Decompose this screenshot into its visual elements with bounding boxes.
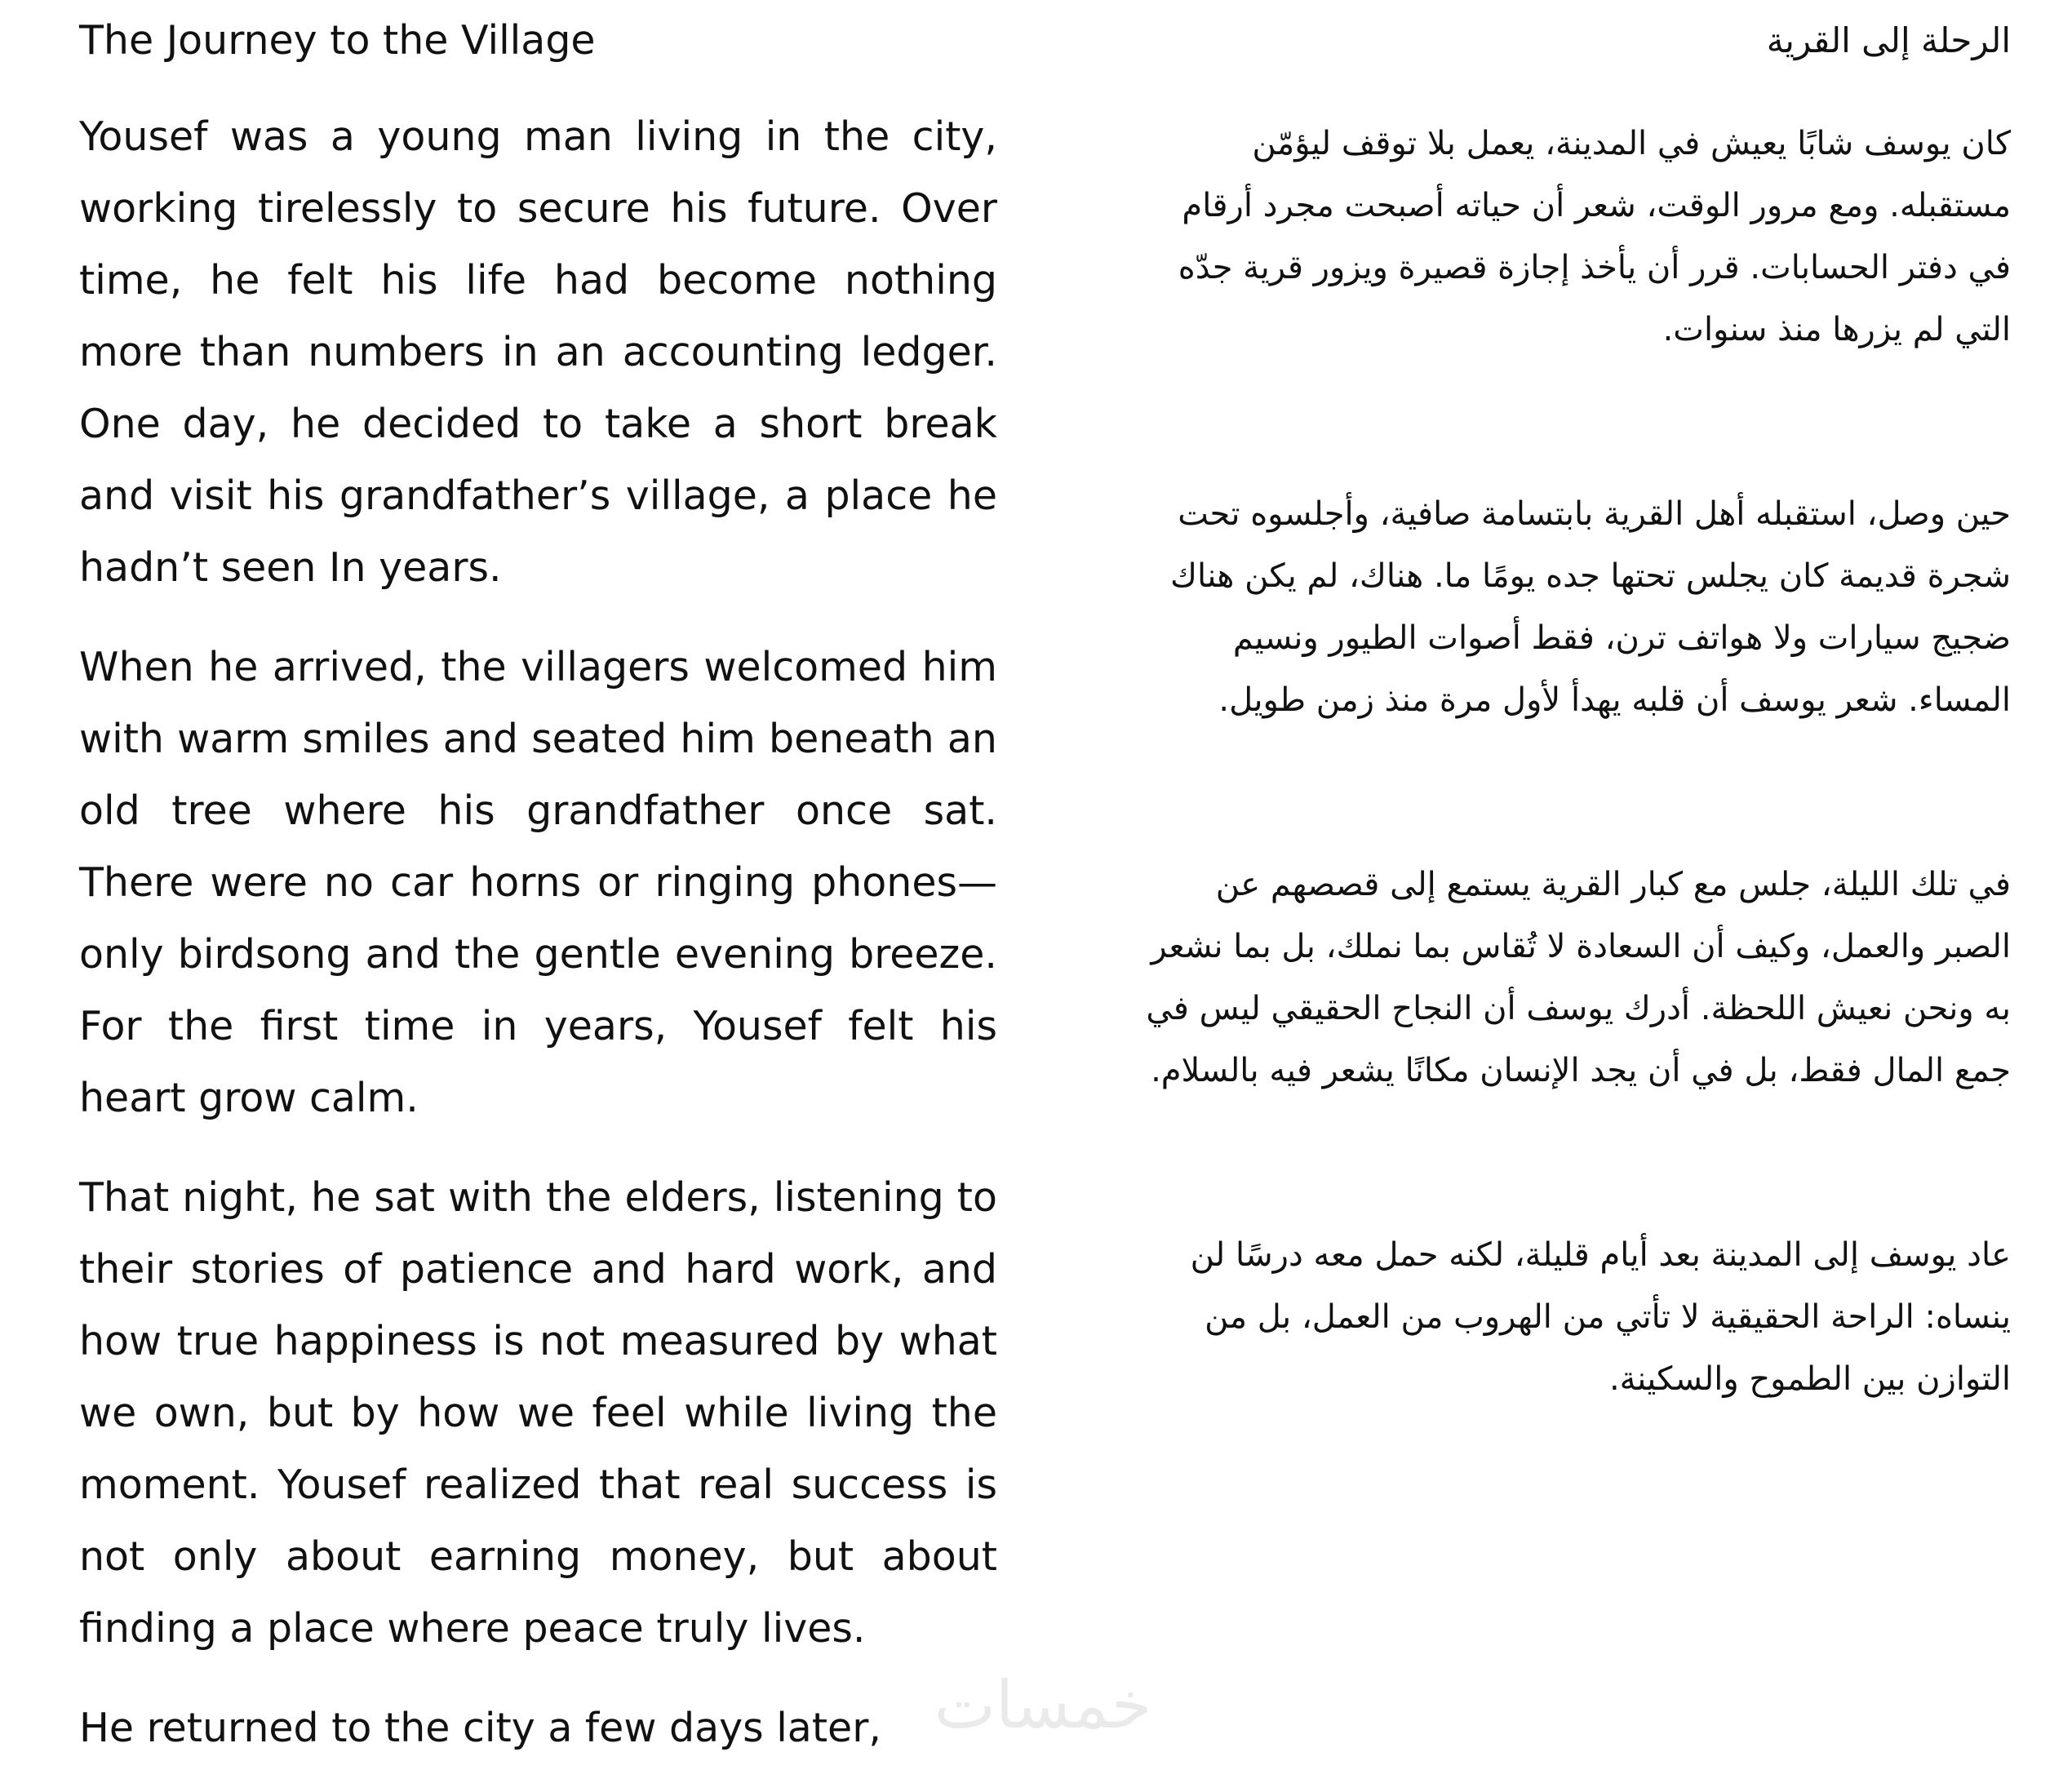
english-paragraph-1: Yousef was a young man living in the city, working tirelessly to secure his future. Over time, he felt his life had become nothing more than numbers in an accounting ledger. One day, he decided to take a short break and visit his grandfather’s village, a place he hadn’t seen In years. [79,113,997,591]
english-title: The Journey to the Village [79,17,596,64]
english-column [79,8,997,1792]
arabic-paragraph-3: في تلك الليلة، جلس مع كبار القرية يستمع إلى قصصهم عن الصبر والعمل، وكيف أن السعادة لا تُقاس بما نملك، بل بما نشعر به ونحن نعيش اللحظة. أدرك يوسف أن النجاح الحقيقي ليس في جمع المال فقط، بل في أن يجد الإنسان مكانًا يشعر فيه بالسلام. [1146,866,2011,1089]
arabic-title: الرحلة إلى القرية [1766,20,2011,60]
arabic-paragraph-1: كان يوسف شابًا يعيش في المدينة، يعمل بلا توقف ليؤمّن مستقبله. ومع مرور الوقت، شعر أن حياته أصبحت مجرد أرقام في دفتر الحسابات. قرر أن يأخذ إجازة قصيرة ويزور قرية جدّه التي لم يزرها منذ سنوات. [1178,125,2011,348]
english-paragraph-4: He returned to the city a few days later, [79,1705,881,1751]
arabic-paragraph-4: عاد يوسف إلى المدينة بعد أيام قليلة، لكنه حمل معه درسًا لن ينساه: الراحة الحقيقية لا تأتي من الهروب من العمل، بل من التوازن بين الطموح والسكينة. [1190,1236,2011,1398]
watermark-logo: خمسات [934,1667,1152,1743]
arabic-paragraph-2: حين وصل، استقبله أهل القرية بابتسامة صافية، وأجلسوه تحت شجرة قديمة كان يجلس تحتها جده يومًا ما. هناك، لم يكن هناك ضجيج سيارات ولا هواتف ترن، فقط أصوات الطيور ونسيم المساء. شعر يوسف أن قلبه يهدأ لأول مرة منذ زمن طويل. [1170,495,2011,719]
english-paragraph-3: That night, he sat with the elders, listening to their stories of patience and hard work, and how true happiness is not measured by what we own, but by how we feel while living the moment. Yousef realized that real success is not only about earning money, but about finding a place where peace truly lives. [79,1174,997,1652]
arabic-column [1136,8,2011,1533]
english-paragraph-2: When he arrived, the villagers welcomed him with warm smiles and seated him beneath an old tree where his grandfather once sat. There were no car horns or ringing phones—only birdsong and the gentle evening breeze. For the first time in years, Yousef felt his heart grow calm. [79,644,997,1121]
